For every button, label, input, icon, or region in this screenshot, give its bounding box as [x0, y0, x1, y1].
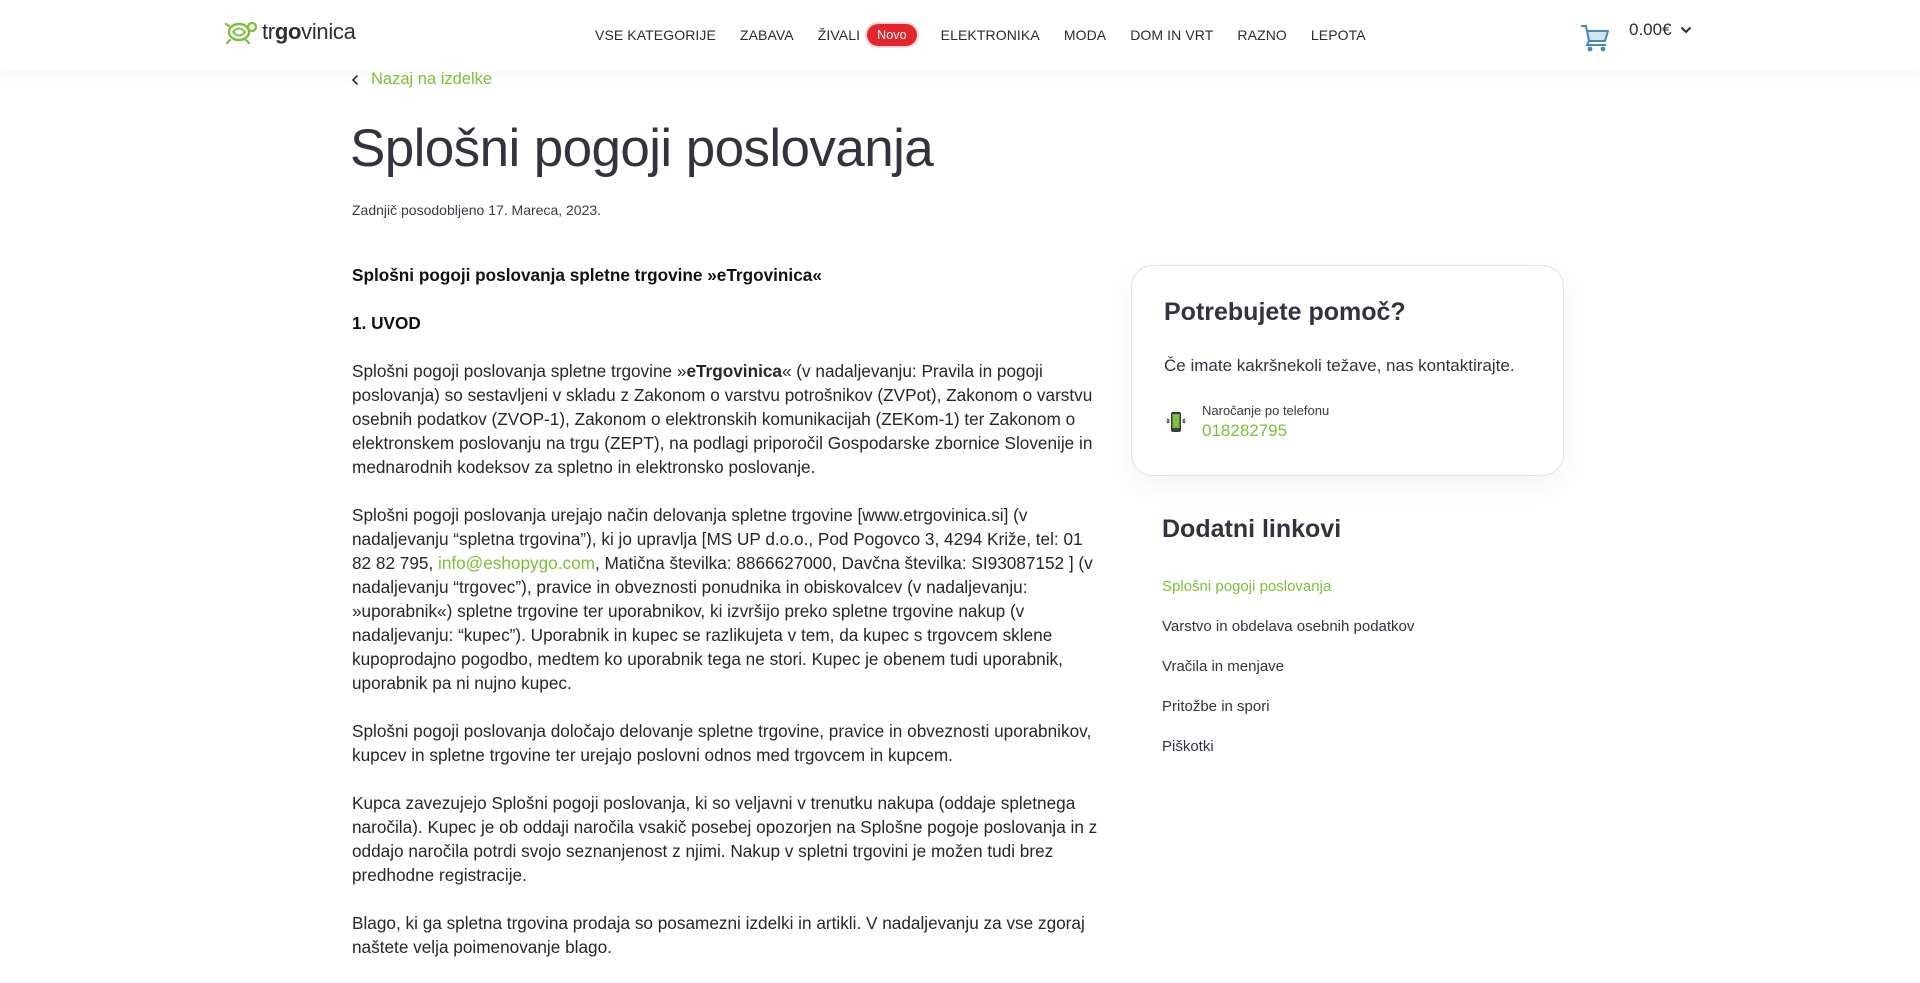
phone-info	[1202, 403, 1329, 441]
chevron-left-icon	[351, 74, 359, 86]
cart-total[interactable]	[1629, 20, 1692, 40]
main-nav	[595, 24, 1390, 46]
brand-name-text: eTrgovinica	[686, 361, 782, 381]
nav-item-animals[interactable]	[818, 24, 917, 46]
last-updated-text: Zadnjič posodobljeno 17. Mareca, 2023.	[352, 202, 602, 218]
cart-total-value: 0.00€	[1629, 20, 1672, 39]
link-privacy[interactable]: Varstvo in obdelava osebnih podatkov	[1162, 618, 1415, 635]
phone-label: Naročanje po telefonu	[1202, 403, 1330, 418]
article-paragraph: Kupca zavezujejo Splošni pogoji poslovanja, ki so veljavni v trenutku nakupa (oddaje spletnega naročila). Kupec je ob oddaji naročila vsakič posebej opozorjen na Splošne pogoje poslovanja in z oddajo naročila potrdi svojo seznanjenost z njimi. Nakup v spletni trgovini je možen tudi brez predhodne registracije.	[352, 793, 1098, 885]
link-cookies[interactable]: Piškotki	[1162, 738, 1214, 755]
article-paragraph: Splošni pogoji poslovanja spletne trgovine »eTrgovinica« (v nadaljevanju: Pravila in pogoji poslovanja) so sestavljeni v skladu z Zakonom o varstvu potrošnikov (ZVPot), Zakonom o varstvu osebnih podatkov (ZVOP-1), Zakonom o elektronskih komunikacijah (ZEKom-1) ter Zakonom o elektronskem poslovanju na trgu (ZEPT), na podlagi priporočil Gospodarske zbornice Slovenije in mednarodnih kodeksov za spletno in elektronsko poslovanje.	[352, 361, 1093, 477]
article-paragraph: Splošni pogoji poslovanja urejajo način delovanja spletne trgovine [www.etrgovinica.si] (v nadaljevanju “spletna trgovina”), ki jo upravlja [MS UP d.o.o., Pod Pogovco 3, 4294 Križe, tel: 01 82 82 795, info@eshopygo.com, Matična številka: 8866627000, Davčna številka: SI93087152 ] (v nadaljevanju “trgovec”), pravice in obveznosti ponudnika in obiskovalcev (v nadaljevanju: »uporabnik«) spletne trgovine ter uporabnikov, ki izvršijo preko spletne trgovine nakup (v nadaljevanju: “kupec”). Uporabnik in kupec se razlikujeta v tem, da kupec s trgovcem sklene kupoprodajno pogodbo, medtem ko uporabnik tega ne stori. Kupec je obenem tudi uporabnik, uporabnik pa ni nujno kupec.	[352, 505, 1093, 693]
nav-item-electronics[interactable]: ELEKTRONIKA	[940, 27, 1040, 43]
nav-item-all-categories[interactable]: VSE KATEGORIJE	[595, 27, 716, 43]
email-link[interactable]: info@eshopygo.com	[438, 553, 595, 573]
article-paragraph: Splošni pogoji poslovanja določajo delovanje spletne trgovine, pravice in obveznosti uporabnikov, kupcev in spletne trgovine ter urejajo poslovni odnos med trgovcem in kupcem.	[352, 721, 1092, 765]
article-heading: Splošni pogoji poslovanja spletne trgovine »eTrgovinica«	[352, 265, 822, 285]
cart-icon	[1580, 23, 1611, 53]
additional-links-title: Dodatni linkovi	[1162, 515, 1342, 543]
nav-item-home-garden[interactable]: DOM IN VRT	[1130, 27, 1214, 43]
nav-item-misc[interactable]: RAZNO	[1237, 27, 1287, 43]
mobile-phone-icon	[1164, 410, 1188, 434]
nav-item-fashion[interactable]: MODA	[1063, 27, 1107, 43]
additional-links-list	[1162, 578, 1414, 778]
nav-item-beauty[interactable]: LEPOTA	[1310, 27, 1366, 43]
link-complaints[interactable]: Pritožbe in spori	[1162, 698, 1270, 715]
logo[interactable]	[224, 18, 356, 46]
back-link-label: Nazaj na izdelke	[371, 70, 493, 88]
help-text: Če imate kakršnekoli težave, nas kontaktirajte.	[1164, 356, 1515, 375]
chevron-down-icon	[1680, 26, 1692, 34]
nav-item-entertainment[interactable]: ZABAVA	[739, 27, 794, 43]
article-paragraph: Blago, ki ga spletna trgovina prodaja so posamezni izdelki in artikli. V nadaljevanju za vse zgoraj naštete velja poimenovanje blago.	[352, 913, 1085, 957]
nav-item-animals-label: ŽIVALI	[817, 27, 861, 43]
help-title: Potrebujete pomoč?	[1164, 298, 1406, 326]
logo-text: trgovinica	[262, 19, 356, 44]
new-badge: Novo	[867, 24, 917, 46]
link-terms[interactable]: Splošni pogoji poslovanja	[1162, 578, 1332, 595]
phone-number-link[interactable]: 018282795	[1202, 421, 1288, 440]
phone-order-row	[1164, 403, 1329, 441]
page-title: Splošni pogoji poslovanja	[350, 119, 934, 178]
cart-button[interactable]	[1580, 20, 1692, 53]
site-header	[0, 0, 1920, 71]
link-returns[interactable]: Vračila in menjave	[1162, 658, 1284, 675]
back-to-products-link[interactable]	[351, 70, 492, 89]
turtle-logo-icon	[224, 19, 258, 45]
terms-article	[352, 263, 1102, 983]
section-heading-intro: 1. UVOD	[352, 313, 421, 333]
help-card	[1131, 265, 1564, 476]
